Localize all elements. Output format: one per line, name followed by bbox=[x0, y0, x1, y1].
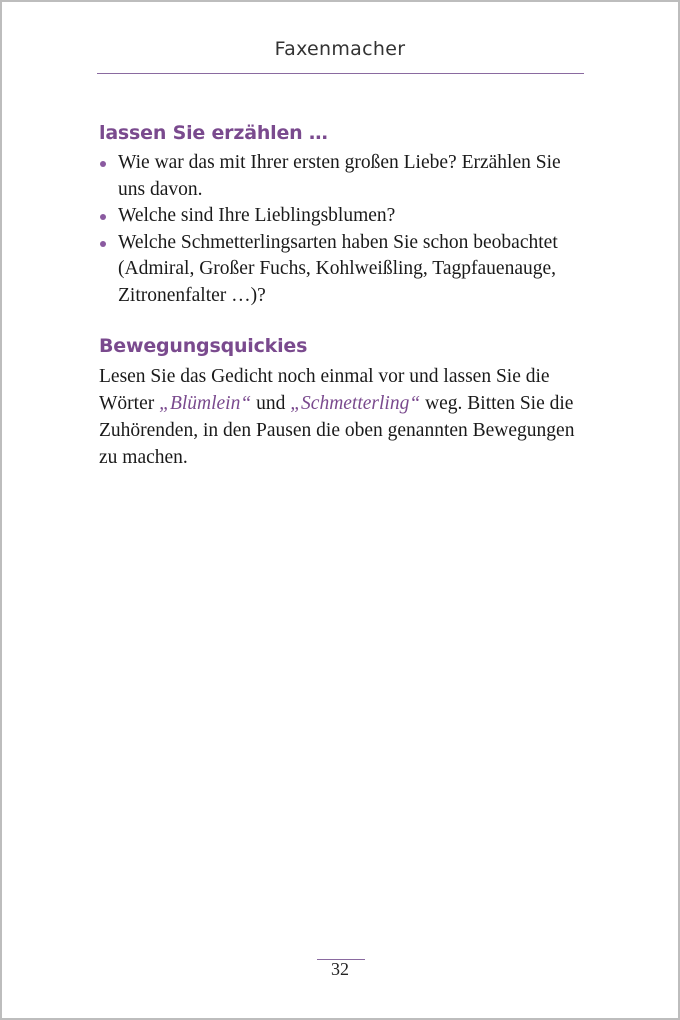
header-rule bbox=[97, 73, 584, 74]
list-item-text: Wie war das mit Ihrer ersten großen Liebe? Erzählen Sie uns davon. bbox=[118, 152, 561, 200]
list-item-text: Welche Schmetterlingsarten haben Sie schon beobachtet (Admiral, Großer Fuchs, Kohlweißling, Tagpfauenauge, Zitronenfalter …)? bbox=[118, 231, 558, 306]
bullet-icon bbox=[100, 161, 106, 167]
emphasized-word: „Schmetterling“ bbox=[290, 393, 421, 414]
paragraph-text: weg. Bitten Sie die Zuhörenden, in den Pausen die oben genannten Bewegungen zu machen. bbox=[99, 393, 575, 468]
list-item bbox=[99, 230, 589, 310]
list-item bbox=[99, 203, 589, 230]
page-number: 32 bbox=[331, 959, 349, 979]
question-list bbox=[99, 150, 589, 309]
list-item-text: Welche sind Ihre Lieblingsblumen? bbox=[118, 205, 396, 226]
section-heading-bewegungsquickies: Bewegungsquickies bbox=[99, 335, 308, 357]
bullet-icon bbox=[100, 214, 106, 220]
list-item bbox=[99, 150, 589, 203]
paragraph-text: Lesen Sie das Gedicht noch einmal vor und lassen Sie die Wörter bbox=[99, 366, 550, 414]
page-content bbox=[99, 122, 589, 471]
bullet-icon bbox=[100, 241, 106, 247]
instruction-paragraph bbox=[99, 363, 589, 471]
paragraph-text: und bbox=[251, 393, 291, 414]
section-heading-erzaehlen: lassen Sie erzählen … bbox=[99, 122, 328, 144]
emphasized-word: „Blümlein“ bbox=[159, 393, 252, 414]
running-head: Faxenmacher bbox=[274, 38, 406, 60]
